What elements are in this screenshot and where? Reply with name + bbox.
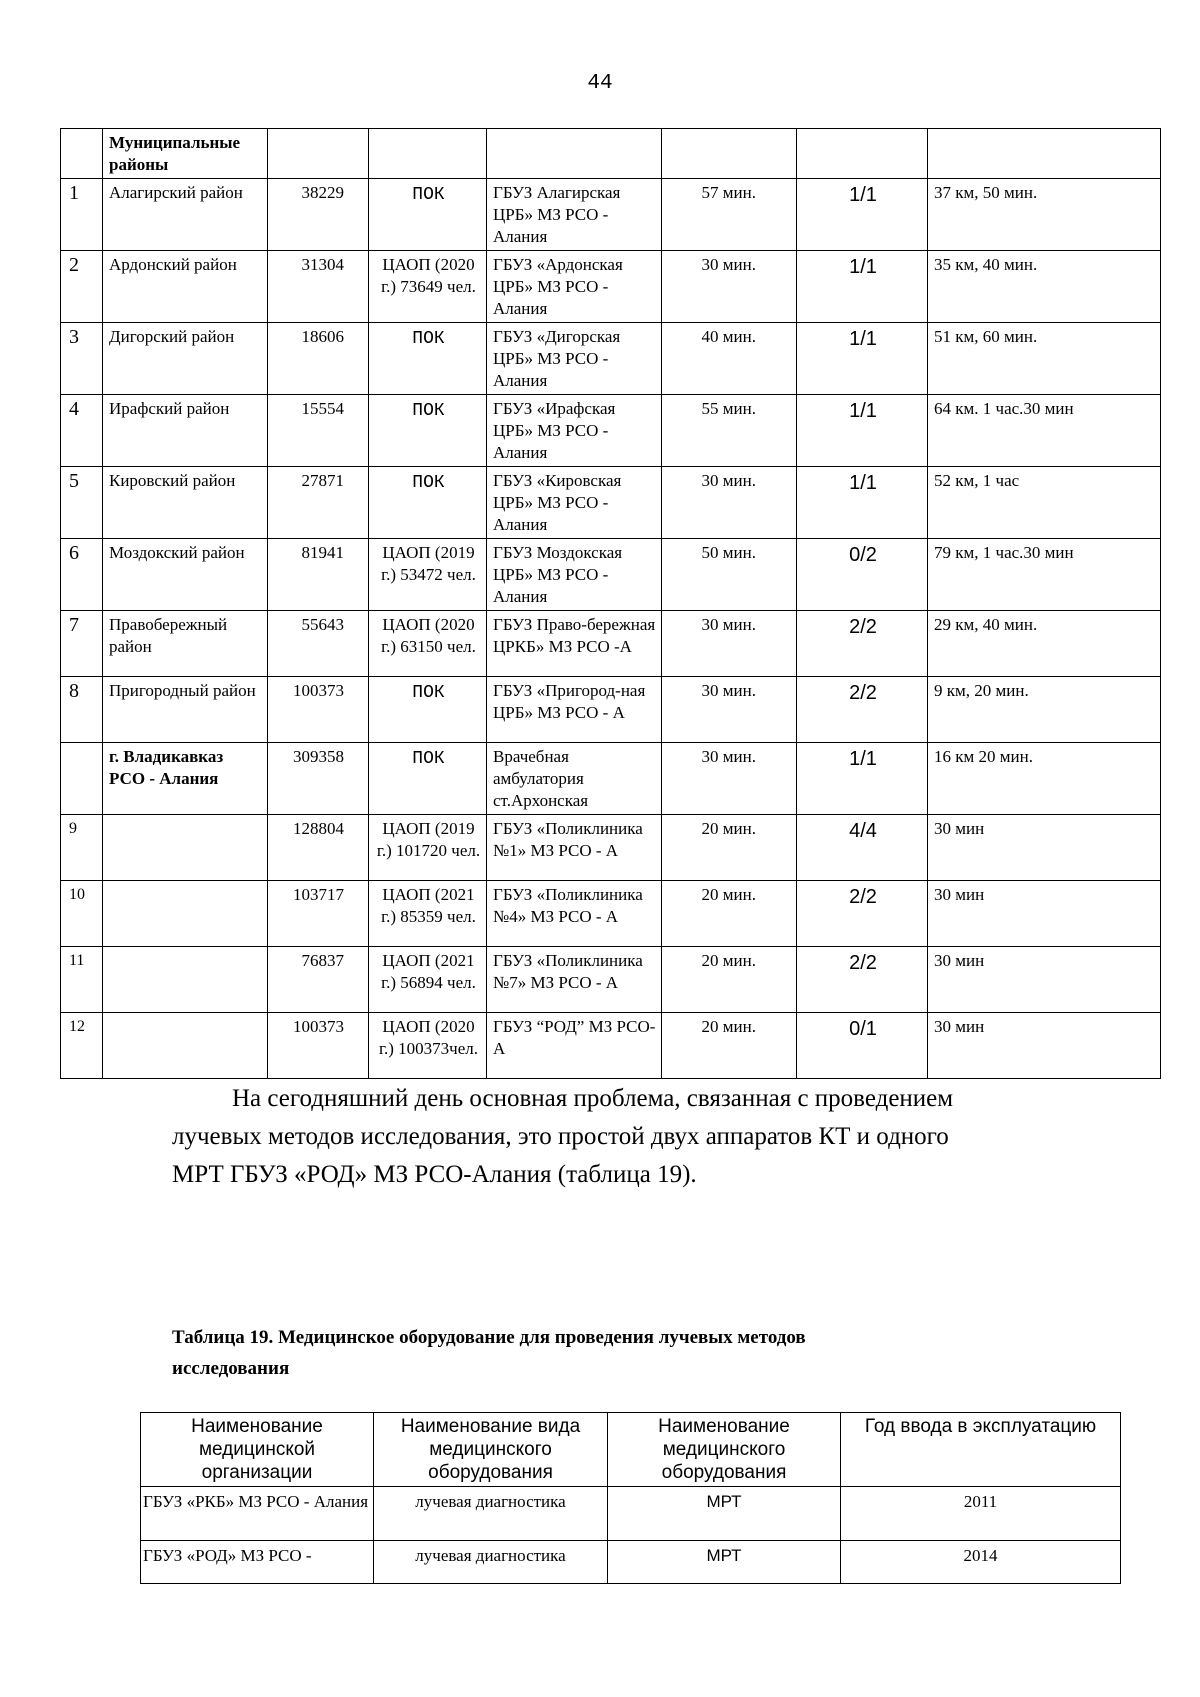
- cell-travel-time: 20 мин.: [662, 947, 797, 1013]
- cell-travel-time: 57 мин.: [662, 179, 797, 251]
- cell-organization: ГБУЗ «Ирафская ЦРБ» МЗ РСО - Алания: [487, 395, 662, 467]
- cell-travel-time: 30 мин.: [662, 611, 797, 677]
- equipment-table-header-row: [141, 1413, 1121, 1487]
- cell-distance: 30 мин: [928, 881, 1161, 947]
- header-distance: [928, 129, 1161, 179]
- cell-district-name: Правобережный район: [103, 611, 268, 677]
- cell-organization: ГБУЗ Моздокская ЦРБ» МЗ РСО - Алания: [487, 539, 662, 611]
- cell-population: 128804: [268, 815, 369, 881]
- cell-population: 309358: [268, 743, 369, 815]
- table-row: [61, 323, 1161, 395]
- cell-district-name: Кировский район: [103, 467, 268, 539]
- cell-number: 12: [61, 1013, 103, 1079]
- table-row: [61, 815, 1161, 881]
- cell-distance: 64 км. 1 час.30 мин: [928, 395, 1161, 467]
- cell-site: ПОК: [369, 677, 487, 743]
- cell-equipment-type: лучевая диагностика: [374, 1487, 608, 1541]
- cell-site: ПОК: [369, 467, 487, 539]
- paragraph-line-2: лучевых методов исследования, это простой двух аппаратов КТ и одного: [172, 1123, 949, 1150]
- cell-equipment-type: лучевая диагностика: [374, 1541, 608, 1584]
- cell-organization: ГБУЗ «РОД» МЗ РСО -: [141, 1541, 374, 1584]
- cell-site: ЦАОП (2019 г.) 101720 чел.: [369, 815, 487, 881]
- cell-number: 11: [61, 947, 103, 1013]
- caption-line-2: исследования: [172, 1358, 290, 1379]
- cell-distance: 16 км 20 мин.: [928, 743, 1161, 815]
- cell-equipment-ratio: 2/2: [797, 881, 928, 947]
- cell-number: 7: [61, 611, 103, 677]
- table-row: [141, 1541, 1121, 1584]
- cell-number: 8: [61, 677, 103, 743]
- cell-equipment-ratio: 1/1: [797, 323, 928, 395]
- cell-travel-time: 20 мин.: [662, 815, 797, 881]
- cell-distance: 35 км, 40 мин.: [928, 251, 1161, 323]
- cell-number: 2: [61, 251, 103, 323]
- cell-district-name: г. Владикавказ РСО - Алания: [103, 743, 268, 815]
- header-organization: [487, 129, 662, 179]
- cell-site: ЦАОП (2020 г.) 73649 чел.: [369, 251, 487, 323]
- cell-site: ПОК: [369, 743, 487, 815]
- cell-population: 103717: [268, 881, 369, 947]
- cell-travel-time: 30 мин.: [662, 467, 797, 539]
- cell-organization: ГБУЗ Право-бережная ЦРКБ» МЗ РСО -А: [487, 611, 662, 677]
- header-equipment-type: Наименование вида медицинского оборудования: [374, 1413, 608, 1487]
- table-row: [61, 251, 1161, 323]
- cell-district-name: Моздокский район: [103, 539, 268, 611]
- cell-organization: Врачебная амбулатория ст.Архонская: [487, 743, 662, 815]
- cell-district-name: [103, 881, 268, 947]
- cell-number: [61, 743, 103, 815]
- cell-organization: ГБУЗ «Пригород-ная ЦРБ» МЗ РСО - А: [487, 677, 662, 743]
- cell-district-name: Дигорский район: [103, 323, 268, 395]
- cell-site: ПОК: [369, 179, 487, 251]
- cell-equipment-name: МРТ: [608, 1541, 841, 1584]
- cell-site: ПОК: [369, 395, 487, 467]
- table-row: [61, 947, 1161, 1013]
- cell-number: 4: [61, 395, 103, 467]
- table-row: [141, 1487, 1121, 1541]
- cell-equipment-name: МРТ: [608, 1487, 841, 1541]
- cell-travel-time: 30 мин.: [662, 251, 797, 323]
- table-row: [61, 881, 1161, 947]
- cell-number: 9: [61, 815, 103, 881]
- cell-equipment-ratio: 1/1: [797, 395, 928, 467]
- header-equipment-ratio: [797, 129, 928, 179]
- table-row: [61, 467, 1161, 539]
- cell-distance: 37 км, 50 мин.: [928, 179, 1161, 251]
- cell-year: 2014: [841, 1541, 1121, 1584]
- cell-site: ПОК: [369, 323, 487, 395]
- table-row: [61, 179, 1161, 251]
- cell-number: 10: [61, 881, 103, 947]
- cell-district-name: Ардонский район: [103, 251, 268, 323]
- cell-distance: 9 км, 20 мин.: [928, 677, 1161, 743]
- cell-equipment-ratio: 4/4: [797, 815, 928, 881]
- page-number: 44: [587, 72, 613, 95]
- header-population: [268, 129, 369, 179]
- equipment-table: [140, 1412, 1121, 1584]
- districts-table-header-row: [61, 129, 1161, 179]
- cell-equipment-ratio: 2/2: [797, 677, 928, 743]
- cell-population: 100373: [268, 677, 369, 743]
- cell-equipment-ratio: 1/1: [797, 743, 928, 815]
- paragraph-line-1: На сегодняшний день основная проблема, связанная с проведением: [232, 1085, 954, 1112]
- cell-population: 81941: [268, 539, 369, 611]
- cell-district-name: [103, 1013, 268, 1079]
- cell-site: ЦАОП (2020 г.) 63150 чел.: [369, 611, 487, 677]
- header-year: Год ввода в эксплуатацию: [841, 1413, 1121, 1487]
- table-caption: [172, 1322, 1072, 1384]
- cell-year: 2011: [841, 1487, 1121, 1541]
- cell-population: 18606: [268, 323, 369, 395]
- cell-organization: ГБУЗ «РКБ» МЗ РСО - Алания: [141, 1487, 374, 1541]
- cell-organization: ГБУЗ «Поликлиника №7» МЗ РСО - А: [487, 947, 662, 1013]
- cell-number: 6: [61, 539, 103, 611]
- cell-travel-time: 20 мин.: [662, 1013, 797, 1079]
- districts-table: [60, 128, 1161, 1079]
- table-row: [61, 395, 1161, 467]
- cell-number: 3: [61, 323, 103, 395]
- cell-organization: ГБУЗ Алагирская ЦРБ» МЗ РСО - Алания: [487, 179, 662, 251]
- cell-site: ЦАОП (2021 г.) 85359 чел.: [369, 881, 487, 947]
- table-row: [61, 1013, 1161, 1079]
- cell-population: 38229: [268, 179, 369, 251]
- header-travel-time: [662, 129, 797, 179]
- cell-travel-time: 30 мин.: [662, 677, 797, 743]
- cell-population: 100373: [268, 1013, 369, 1079]
- header-site: [369, 129, 487, 179]
- cell-travel-time: 30 мин.: [662, 743, 797, 815]
- cell-district-name: Алагирский район: [103, 179, 268, 251]
- cell-distance: 52 км, 1 час: [928, 467, 1161, 539]
- cell-equipment-ratio: 1/1: [797, 251, 928, 323]
- cell-distance: 30 мин: [928, 815, 1161, 881]
- cell-equipment-ratio: 1/1: [797, 467, 928, 539]
- cell-equipment-ratio: 2/2: [797, 947, 928, 1013]
- cell-district-name: [103, 815, 268, 881]
- cell-organization: ГБУЗ «Ардонская ЦРБ» МЗ РСО - Алания: [487, 251, 662, 323]
- cell-organization: ГБУЗ «Кировская ЦРБ» МЗ РСО - Алания: [487, 467, 662, 539]
- header-organization: Наименование медицинской организации: [141, 1413, 374, 1487]
- cell-organization: ГБУЗ «Поликлиника №1» МЗ РСО - А: [487, 815, 662, 881]
- cell-equipment-ratio: 1/1: [797, 179, 928, 251]
- cell-travel-time: 50 мин.: [662, 539, 797, 611]
- cell-organization: ГБУЗ «Поликлиника №4» МЗ РСО - А: [487, 881, 662, 947]
- cell-equipment-ratio: 0/2: [797, 539, 928, 611]
- table-row: [61, 611, 1161, 677]
- cell-site: ЦАОП (2019 г.) 53472 чел.: [369, 539, 487, 611]
- table-row: [61, 677, 1161, 743]
- cell-population: 15554: [268, 395, 369, 467]
- cell-district-name: Пригородный район: [103, 677, 268, 743]
- caption-line-1: Таблица 19. Медицинское оборудование для проведения лучевых методов: [172, 1327, 806, 1348]
- cell-population: 31304: [268, 251, 369, 323]
- cell-number: 1: [61, 179, 103, 251]
- header-equipment-name: Наименование медицинского оборудования: [608, 1413, 841, 1487]
- cell-site: ЦАОП (2020 г.) 100373чел.: [369, 1013, 487, 1079]
- cell-travel-time: 40 мин.: [662, 323, 797, 395]
- table-row: [61, 539, 1161, 611]
- cell-number: 5: [61, 467, 103, 539]
- cell-travel-time: 20 мин.: [662, 881, 797, 947]
- table-row: [61, 743, 1161, 815]
- header-district-name: Муниципальные районы: [103, 129, 268, 179]
- cell-population: 55643: [268, 611, 369, 677]
- cell-distance: 30 мин: [928, 947, 1161, 1013]
- cell-distance: 79 км, 1 час.30 мин: [928, 539, 1161, 611]
- cell-distance: 29 км, 40 мин.: [928, 611, 1161, 677]
- cell-equipment-ratio: 2/2: [797, 611, 928, 677]
- cell-distance: 51 км, 60 мин.: [928, 323, 1161, 395]
- cell-travel-time: 55 мин.: [662, 395, 797, 467]
- cell-organization: ГБУЗ “РОД” МЗ РСО-А: [487, 1013, 662, 1079]
- cell-organization: ГБУЗ «Дигорская ЦРБ» МЗ РСО - Алания: [487, 323, 662, 395]
- cell-district-name: [103, 947, 268, 1013]
- cell-site: ЦАОП (2021 г.) 56894 чел.: [369, 947, 487, 1013]
- paragraph-line-3: МРТ ГБУЗ «РОД» МЗ РСО-Алания (таблица 19).: [172, 1161, 697, 1188]
- header-number: [61, 129, 103, 179]
- cell-district-name: Ирафский район: [103, 395, 268, 467]
- cell-equipment-ratio: 0/1: [797, 1013, 928, 1079]
- cell-population: 27871: [268, 467, 369, 539]
- cell-distance: 30 мин: [928, 1013, 1161, 1079]
- cell-population: 76837: [268, 947, 369, 1013]
